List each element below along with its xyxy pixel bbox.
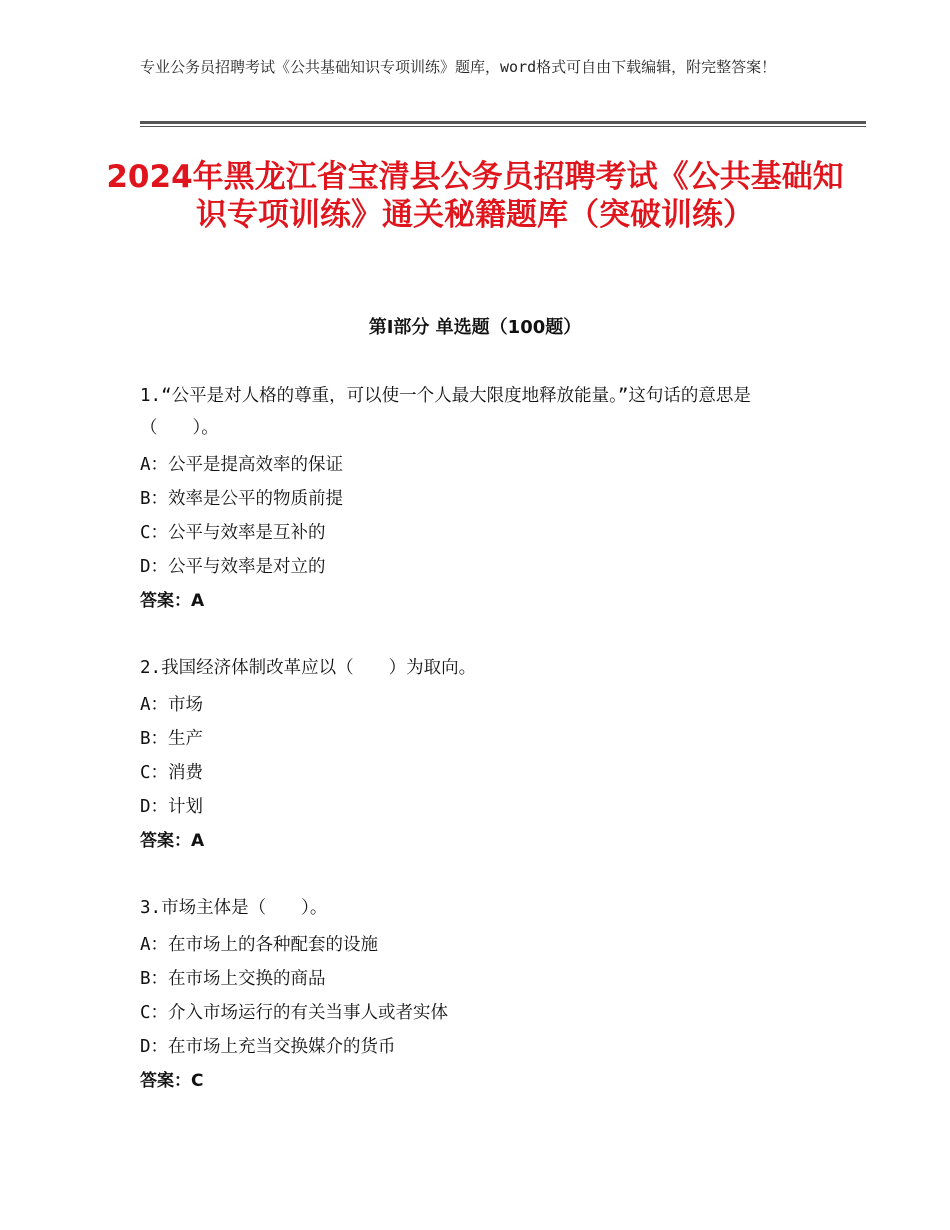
- question-stem: 1.“公平是对人格的尊重，可以使一个人最大限度地释放能量。”这句话的意思是（ ）。: [140, 386, 751, 438]
- question-1: [140, 380, 820, 618]
- option-b: B：效率是公平的物质前提: [140, 489, 344, 509]
- option-a: A：公平是提高效率的保证: [140, 455, 344, 475]
- answer: 答案：C: [140, 1071, 204, 1091]
- question-2: [140, 652, 820, 858]
- document-title: 2024年黑龙江省宝清县公务员招聘考试《公共基础知识专项训练》通关秘籍题库（突破训练）: [106, 159, 844, 233]
- option-c: C：消费: [140, 763, 204, 783]
- option-d: D：在市场上充当交换媒介的货币: [140, 1037, 396, 1057]
- question-stem: 3.市场主体是（ ）。: [140, 898, 328, 918]
- section-heading: 第I部分 单选题（100题）: [368, 317, 582, 338]
- option-b: B：生产: [140, 729, 204, 749]
- header-note: 专业公务员招聘考试《公共基础知识专项训练》题库，word格式可自由下载编辑，附完整答案！: [140, 58, 777, 76]
- option-a: A：在市场上的各种配套的设施: [140, 935, 379, 955]
- question-stem: 2.我国经济体制改革应以（ ）为取向。: [140, 658, 477, 678]
- option-c: C：介入市场运行的有关当事人或者实体: [140, 1003, 449, 1023]
- answer: 答案：A: [140, 591, 205, 611]
- option-a: A：市场: [140, 695, 204, 715]
- option-b: B：在市场上交换的商品: [140, 969, 326, 989]
- option-d: D：公平与效率是对立的: [140, 557, 326, 577]
- option-c: C：公平与效率是互补的: [140, 523, 326, 543]
- answer: 答案：A: [140, 831, 205, 851]
- option-d: D：计划: [140, 797, 204, 817]
- header-rule-thick: [140, 121, 866, 124]
- header-rule-thin: [140, 126, 866, 127]
- question-3: [140, 892, 820, 1098]
